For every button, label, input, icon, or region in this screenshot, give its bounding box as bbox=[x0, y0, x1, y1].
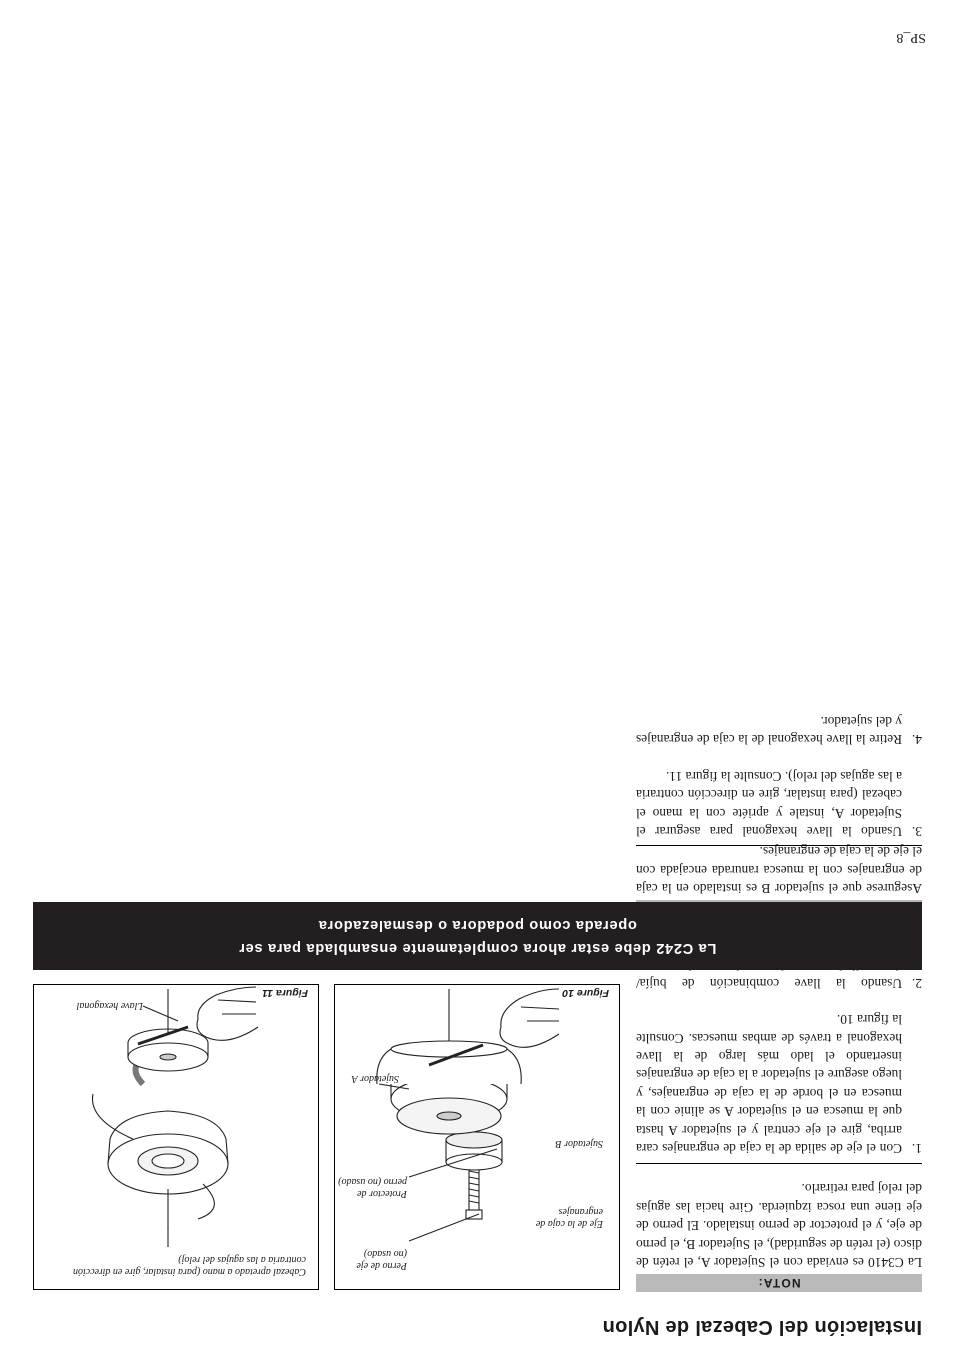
step-text: Usando la llave hexagonal para asegurar el Sujetador A, instale y apriéte con la mano el cabezal (para instalar, gire en dirección contraria a las agujas del reloj). Consulte la figura 11. bbox=[636, 768, 902, 839]
label-cabezal: Cabezal apretado a mano (para instalar, gire en dirección contraria a las agujas del reloj) bbox=[72, 1254, 306, 1277]
figure-11 bbox=[33, 984, 319, 1290]
note-text-1: La C3410 es enviada con el Sujetador A, el retén de disco (el retén de seguridad), el Sujetador B, el perno de eje, y el protector de perno instalado. El perno de eje tiene una rosca izquierda. Gire hacia las agujas del reloj para retirarlo. bbox=[636, 1181, 922, 1270]
divider-2 bbox=[636, 845, 922, 846]
label-protector: Protector de perno (no usado) bbox=[338, 1176, 407, 1199]
step-4 bbox=[636, 711, 922, 748]
step-3 bbox=[636, 766, 922, 840]
figure-10-drawing bbox=[333, 983, 619, 1289]
figure-10 bbox=[334, 984, 620, 1290]
label-sujetador-a: Sujetador A bbox=[351, 1073, 399, 1084]
divider-1 bbox=[636, 1163, 922, 1164]
page-number: SP_8 bbox=[896, 30, 926, 45]
label-llave: Llave hexagonal bbox=[76, 1000, 143, 1011]
label-perno-eje: Perno de eje (no usado) bbox=[356, 1248, 407, 1271]
step-number: 1. bbox=[911, 1141, 922, 1156]
banner-line-1: La C242 debe estar ahora completamente ensamblada para ser bbox=[238, 940, 717, 956]
note-label-1: NOTA: bbox=[636, 1274, 922, 1292]
completion-banner bbox=[33, 902, 922, 970]
figure-10-caption: Figure 10 bbox=[562, 987, 609, 999]
banner-line-2: operada como podadora o desmalezadora bbox=[318, 917, 637, 933]
note-text-2: Asegurese que el sujetador B es instalado en la caja de engranajes con la muesca ranurada encajada con el eje de la caja de engranajes. bbox=[636, 844, 922, 896]
label-eje-caja: Eje de la caja de engranajes bbox=[535, 1206, 603, 1229]
section-title: Instalación del Cabezal de Nylon bbox=[602, 1316, 922, 1338]
figure-11-caption: Figura 11 bbox=[262, 987, 308, 999]
step-text: Retire la llave hexagonal de la caja de engranajes y del sujetador. bbox=[636, 713, 902, 747]
step-number: 4. bbox=[911, 732, 922, 747]
figure-11-drawing bbox=[32, 983, 318, 1289]
label-sujetador-b: Sujetador B bbox=[555, 1138, 603, 1149]
step-number: 2. bbox=[911, 976, 922, 991]
step-1 bbox=[636, 1010, 922, 1157]
step-text: Usando la llave combinación de bujía/ bbox=[636, 976, 902, 991]
step-number: 3. bbox=[911, 824, 922, 839]
step-text: Con el eje de salida de la caja de engranajes cara arriba, gire el eje central y el sujetador A hasta que la muesca en el sujetador A se alinie con la muesca en el borde de la caja de engranajes, y luego asegure el sujetador a la caja de engranajes insertando el lado más largo de la llave hexagonal a través de ambas muescas. Consulte la figura 10. bbox=[636, 1012, 902, 1156]
